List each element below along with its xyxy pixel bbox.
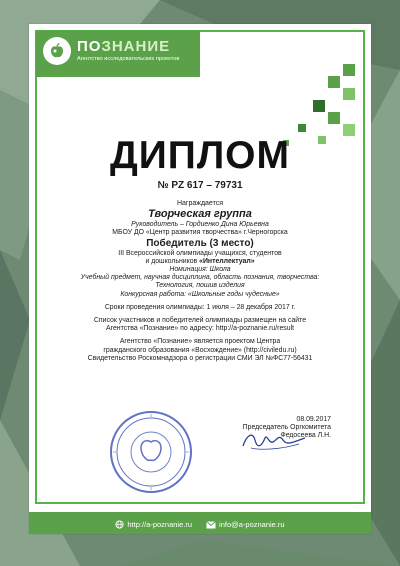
- awarded-label: Награждается: [176, 200, 224, 207]
- brand-logo: [43, 37, 179, 65]
- institution-text: МБОУ ДО «Центр развития творчества» г.Черногорска: [112, 229, 288, 237]
- signature-block: [243, 416, 331, 441]
- nomination-text: Номинация: Школа: [169, 266, 231, 274]
- signature-role: Председатель Оргкомитета: [242, 424, 331, 432]
- diploma-content: [39, 200, 361, 363]
- project-line-3: Свидетельство Роскомнадзора о регистрации СМИ ЭЛ №ФС77-56431: [87, 354, 313, 362]
- list-line-1: Список участников и победителей олимпиады размещен на сайте: [93, 317, 307, 325]
- place-text: Победитель (3 место): [146, 237, 254, 249]
- mail-icon: [206, 521, 216, 529]
- official-seal-stamp: [107, 408, 195, 496]
- olympiad-line-1: III Всероссийской олимпиады учащихся, студентов: [118, 249, 282, 257]
- project-line-2: гражданского образования «Восхождение» (http://civiledu.ru): [103, 346, 297, 354]
- subject-line-1: Учебный предмет, научная дисциплина, область познания, творчества:: [80, 274, 320, 282]
- olympiad-name: «Интеллектуал»: [199, 257, 255, 265]
- list-line-2: Агентства «Познание» по адресу: http://a-poznanie.ru/result: [105, 325, 295, 333]
- diploma-sheet: [29, 24, 371, 534]
- diploma-title: ДИПЛОМ: [109, 134, 291, 177]
- footer: [29, 520, 371, 529]
- footer-band: [29, 512, 371, 534]
- dates-text: Сроки проведения олимпиады: 1 июля – 28 декабря 2017 г.: [104, 303, 296, 311]
- work-title: Конкурсная работа: «Школьные годы чудесные»: [120, 290, 280, 298]
- footer-website[interactable]: http://a-poznanie.ru: [115, 520, 192, 529]
- subject-line-2: Технология, пошив изделия: [155, 282, 245, 290]
- leader-text: Руководитель – Гордиенко Дина Юрьевна: [131, 221, 269, 229]
- project-line-1: Агентство «Познание» является проектом Центра: [119, 338, 281, 346]
- brand-subtitle: Агентство исследовательских проектов: [77, 56, 180, 62]
- recipient-name: Творческая группа: [148, 208, 252, 221]
- olympiad-line-2: и дошкольников «Интеллектуал»: [145, 257, 255, 265]
- globe-icon: [115, 520, 124, 529]
- footer-email[interactable]: info@a-poznanie.ru: [206, 520, 285, 529]
- signature-name: Федосеева Л.Н.: [280, 432, 331, 440]
- diploma-number: № PZ 617 – 79731: [157, 180, 243, 191]
- apple-logo-icon: [43, 37, 71, 65]
- signature-date: 08.09.2017: [296, 416, 331, 423]
- brand-name: ПОЗНАНИЕ: [77, 38, 171, 55]
